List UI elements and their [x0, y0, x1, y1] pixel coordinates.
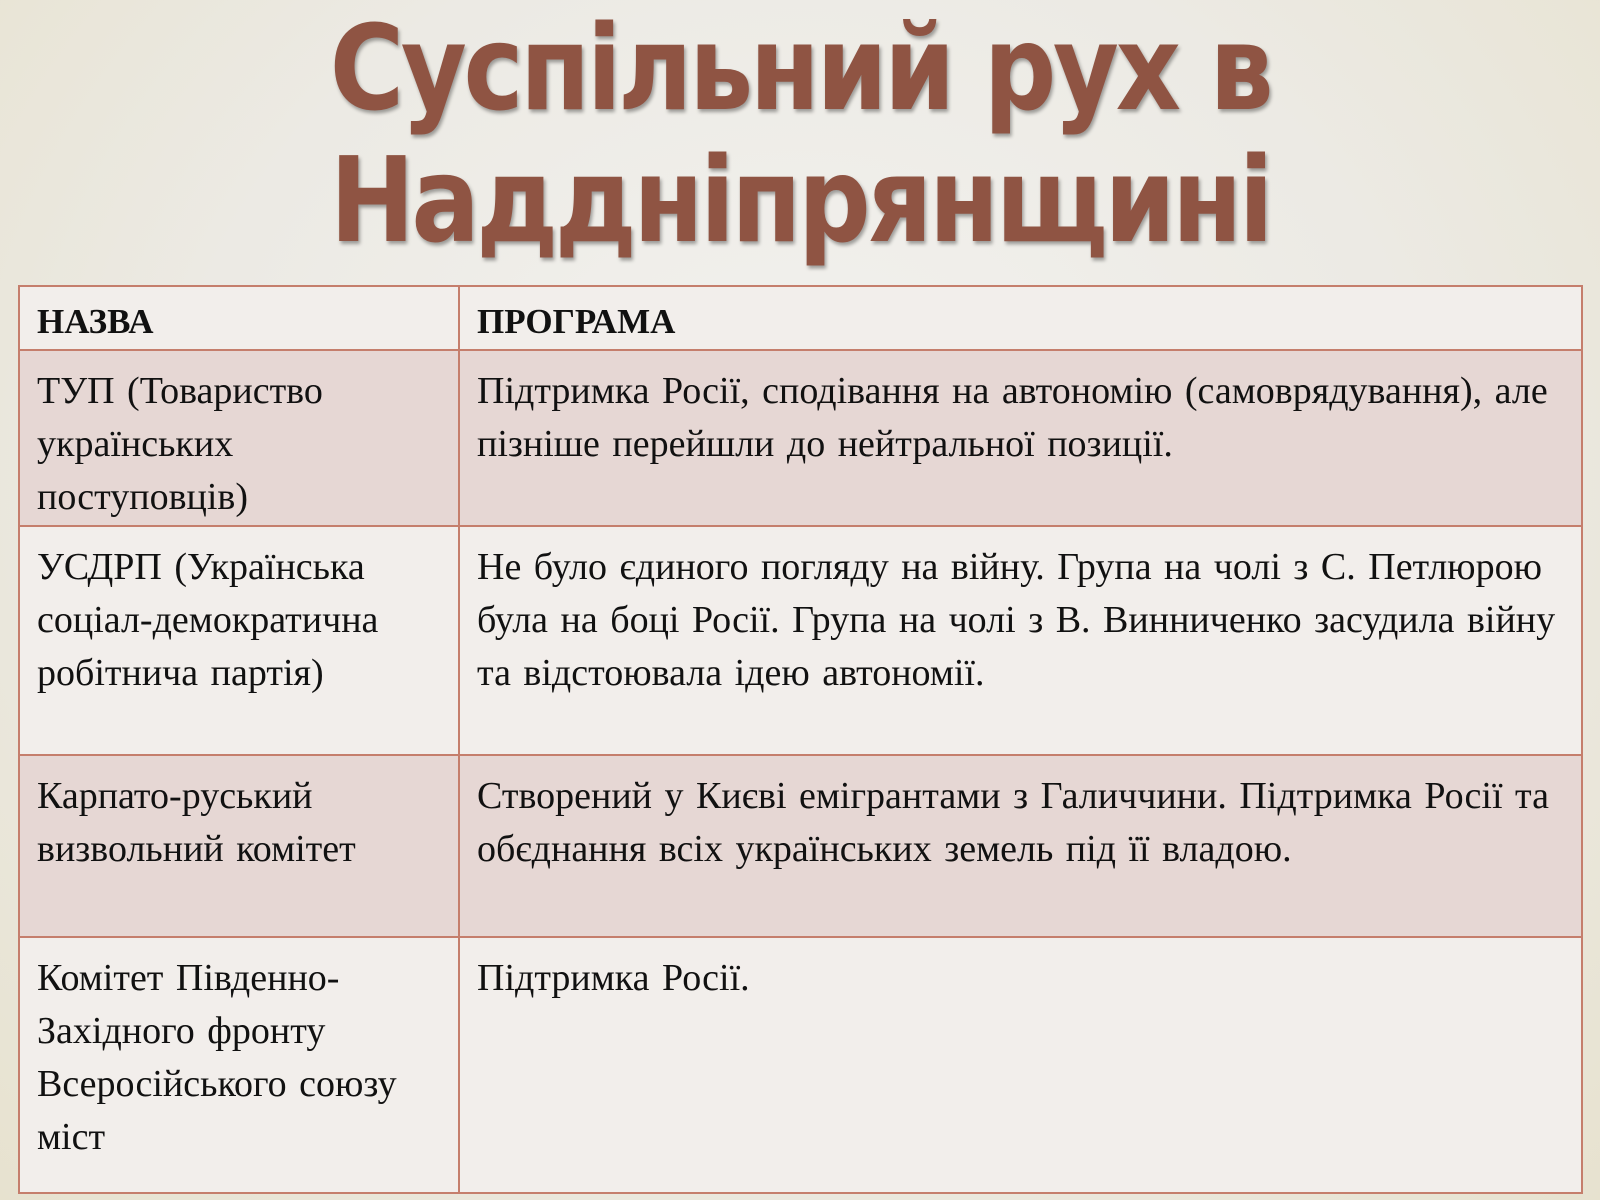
title-line-1: Суспільний рух в [329, 0, 1271, 137]
organization-name: УСДРП (Українська соціал-демократична робітнича партія) [19, 526, 459, 755]
header-name: НАЗВА [19, 286, 459, 350]
organization-program: Не було єдиного погляду на війну. Група на чолі з С. Петлюрою була на боці Росії. Група на чолі з В. Винниченко засудила війну та відстоювала ідею автономії. [459, 526, 1582, 755]
page-title [112, 0, 1488, 269]
organization-program: Підтримка Росії. [459, 937, 1582, 1193]
organizations-table [18, 285, 1583, 1194]
organization-name: ТУП (Товариство українських поступовців) [19, 350, 459, 526]
table-row [19, 755, 1582, 937]
table-header-row [19, 286, 1582, 350]
organization-name: Карпато-руський визвольний комітет [19, 755, 459, 937]
table-row [19, 526, 1582, 755]
header-program: ПРОГРАМА [459, 286, 1582, 350]
title-line-2: Наддніпрянщині [329, 131, 1271, 269]
table-row [19, 350, 1582, 526]
organization-program: Створений у Києві емігрантами з Галиччини. Підтримка Росії та обєднання всіх українських земель під її владою. [459, 755, 1582, 937]
organization-program: Підтримка Росії, сподівання на автономію (самоврядування), але пізніше перейшли до нейтральної позиції. [459, 350, 1582, 526]
table-row [19, 937, 1582, 1193]
organization-name: Комітет Південно-Західного фронту Всеросійського союзу міст [19, 937, 459, 1193]
